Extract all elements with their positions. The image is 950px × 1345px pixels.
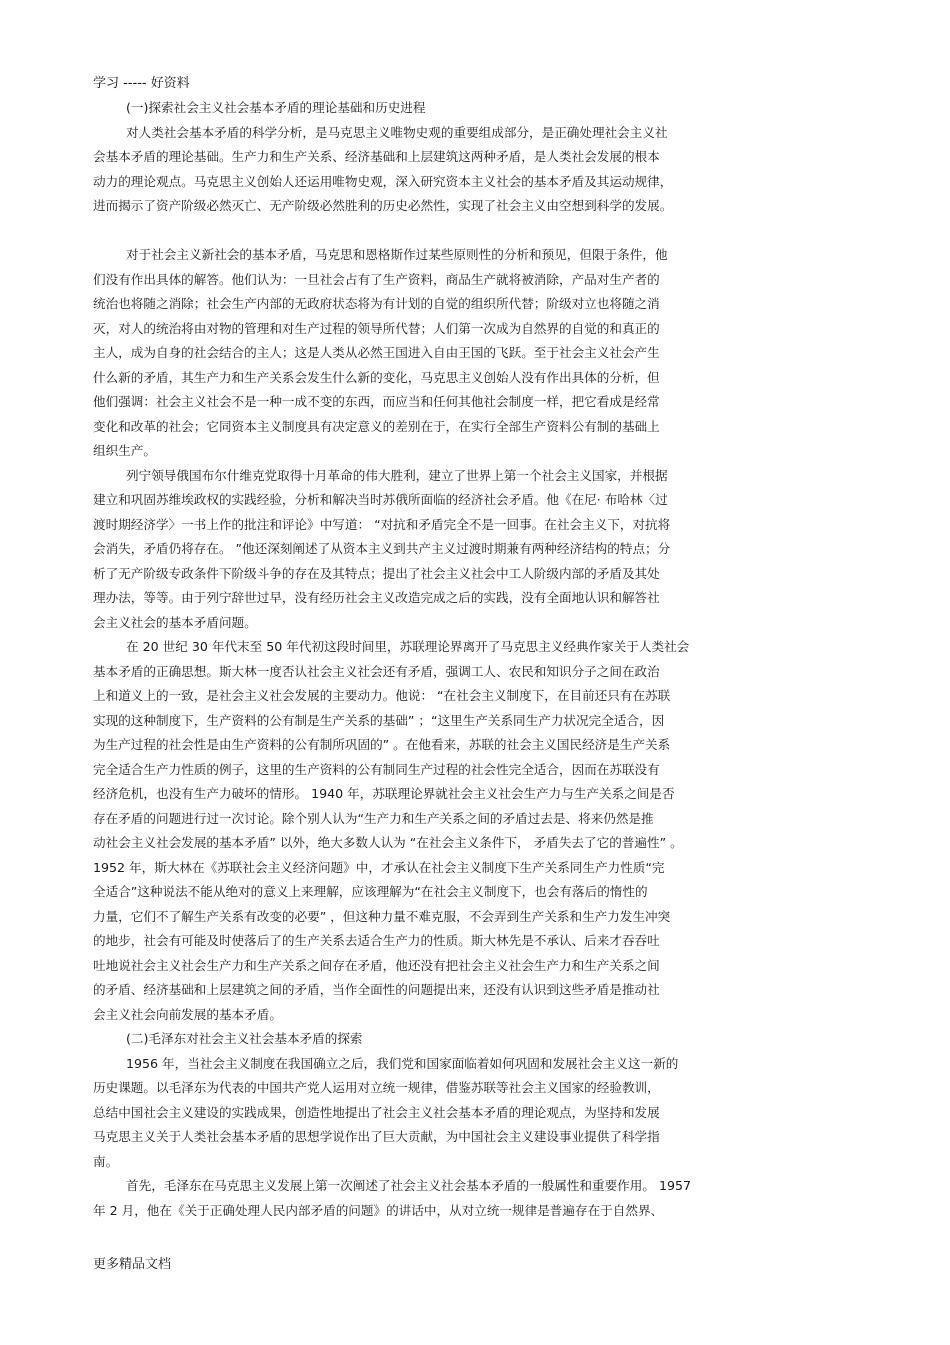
text-line: 组织生产。 — [93, 443, 156, 458]
text-line: 吐地说社会主义社会生产力和生产关系之间存在矛盾，他还没有把社会主义社会生产力和生产关系之间 — [93, 957, 660, 973]
text-line: 1952 年，斯大林在《苏联社会主义经济问题》中，才承认在社会主义制度下生产关系同生产力性质“完 — [93, 859, 665, 875]
text-line: 实现的这种制度下，生产资料的公有制是生产关系的基础” ；“这里生产关系同生产力状况完全适合，因 — [93, 712, 665, 728]
text-line: 在 20 世纪 30 年代末至 50 年代初这段时间里，苏联理论界离开了马克思主义经典作家关于人类社会 — [126, 639, 690, 654]
text-line: 进而揭示了资产阶级必然灭亡、无产阶级必然胜利的历史必然性，实现了社会主义由空想到科学的发展。 — [93, 198, 673, 213]
page-footer: 更多精品文档 — [93, 1257, 172, 1272]
text-line: 灭，对人的统治将由对物的管理和对生产过程的领导所代替；人们第一次成为自然界的自觉的和真正的 — [93, 320, 660, 336]
text-line: 动力的理论观点。马克思主义创始人还运用唯物史观，深入研究资本主义社会的基本矛盾及其运动规律， — [93, 173, 673, 189]
text-line: 变化和改革的社会；它同资本主义制度具有决定意义的差别在于，在实行全部生产资料公有制的基础上 — [93, 418, 660, 434]
text-line: 1956 年，当社会主义制度在我国确立之后，我们党和国家面临着如何巩固和发展社会主义这一新的 — [126, 1055, 679, 1071]
text-line: 会消失，矛盾仍将存在。 ”他还深刻阐述了从资本主义到共产主义过渡时期兼有两种经济结构的特点；分 — [93, 541, 671, 556]
text-line: 主人，成为自身的社会结合的主人；这是人类从必然王国进入自由王国的飞跃。至于社会主义社会产生 — [93, 345, 660, 360]
text-line: 年 2 月，他在《关于正确处理人民内部矛盾的问题》的讲话中，从对立统一规律是普遍存在于自然界、 — [93, 1202, 664, 1218]
text-line: 南。 — [93, 1153, 119, 1169]
text-line: 建立和巩固苏维埃政权的实践经验，分析和解决当时苏俄所面临的经济社会矛盾。他《在尼· 布哈林〈过 — [93, 492, 668, 507]
text-line: 为生产过程的社会性是由生产资料的公有制所巩固的” 。在他看来，苏联的社会主义国民经济是生产关系 — [93, 737, 671, 752]
text-line: 总结中国社会主义建设的实践成果，创造性地提出了社会主义社会基本矛盾的理论观点，为坚持和发展 — [93, 1104, 660, 1120]
document-body — [93, 96, 863, 1223]
text-line: 什么新的矛盾，其生产力和生产关系会发生什么新的变化，马克思主义创始人没有作出具体的分析，但 — [93, 369, 660, 385]
text-line: 渡时期经济学〉一书上作的批注和评论》中写道： “对抗和矛盾完全不是一回事。在社会主义下，对抗将 — [93, 516, 671, 532]
page-header: 学习 ----- 好资料 — [93, 76, 190, 91]
text-line: 的矛盾、经济基础和上层建筑之间的矛盾，当作全面性的问题提出来，还没有认识到这些矛盾是推动社 — [93, 982, 660, 997]
text-line: 的地步，社会有可能及时使落后了的生产关系去适合生产力的性质。斯大林先是不承认、后来才吞吞吐 — [93, 933, 660, 948]
text-line: 对人类社会基本矛盾的科学分析，是马克思主义唯物史观的重要组成部分，是正确处理社会主义社 — [126, 124, 668, 140]
text-line: 力量，它们不了解生产关系有改变的必要” ，但这种力量不难克服，不会弄到生产关系和生产力发生冲突 — [93, 908, 671, 924]
text-line: 基本矛盾的正确思想。斯大林一度否认社会主义社会还有矛盾，强调工人、农民和知识分子之间在政治 — [93, 663, 660, 679]
text-line: 动社会主义社会发展的基本矛盾” 以外，绝大多数人认为 “在社会主义条件下， 矛盾失去了它的普遍性” 。 — [93, 835, 683, 850]
text-line: 存在矛盾的问题进行过一次讨论。除个别人认为“生产力和生产关系之间的矛盾过去是、将来仍然是推 — [93, 810, 654, 826]
text-line: 经济危机，也没有生产力破坏的情形。 1940 年，苏联理论界就社会主义社会生产力与生产关系之间是否 — [93, 786, 675, 801]
paragraph-gap — [93, 219, 863, 244]
section-heading: (二)毛泽东对社会主义社会基本矛盾的探索 — [126, 1031, 363, 1046]
text-line: 全适合”这种说法不能从绝对的意义上来理解，应该理解为“在社会主义制度下，也会有落后的惰性的 — [93, 884, 648, 899]
text-line: 们没有作出具体的解答。他们认为：一旦社会占有了生产资料，商品生产就将被消除，产品对生产者的 — [93, 271, 660, 287]
text-line: 列宁领导俄国布尔什维克党取得十月革命的伟大胜利，建立了世界上第一个社会主义国家，并根据 — [126, 467, 668, 483]
text-line: 完全适合生产力性质的例子，这里的生产资料的公有制同生产过程的社会性完全适合，因而在苏联没有 — [93, 761, 660, 777]
text-line: 会基本矛盾的理论基础。生产力和生产关系、经济基础和上层建筑这两种矛盾，是人类社会发展的根本 — [93, 149, 660, 164]
text-line: 上和道义上的一致，是社会主义社会发展的主要动力。他说： “在社会主义制度下，在目前还只有在苏联 — [93, 688, 671, 703]
text-line: 理办法，等等。由于列宁辞世过早，没有经历社会主义改造完成之后的实践，没有全面地认识和解答社 — [93, 590, 660, 605]
text-line: 对于社会主义新社会的基本矛盾，马克思和恩格斯作过某些原则性的分析和预见，但限于条件，他 — [126, 247, 668, 262]
text-line: 会主义社会向前发展的基本矛盾。 — [93, 1006, 282, 1022]
text-line: 统治也将随之消除；社会生产内部的无政府状态将为有计划的自觉的组织所代替；阶级对立也将随之消 — [93, 296, 660, 311]
text-line: 历史课题。以毛泽东为代表的中国共产党人运用对立统一规律，借鉴苏联等社会主义国家的经验教训， — [93, 1080, 660, 1095]
text-line: 他们强调：社会主义社会不是一种一成不变的东西，而应当和任何其他社会制度一样，把它看成是经常 — [93, 394, 660, 409]
text-line: 首先，毛泽东在马克思主义发展上第一次阐述了社会主义社会基本矛盾的一般属性和重要作用。 1957 — [126, 1178, 691, 1193]
text-line: 马克思主义关于人类社会基本矛盾的思想学说作出了巨大贡献，为中国社会主义建设事业提供了科学指 — [93, 1129, 660, 1144]
text-line: 会主义社会的基本矛盾问题。 — [93, 614, 257, 630]
section-heading: (一)探索社会主义社会基本矛盾的理论基础和历史进程 — [126, 100, 426, 115]
text-line: 析了无产阶级专政条件下阶级斗争的存在及其特点；提出了社会主义社会中工人阶级内部的矛盾及其处 — [93, 565, 660, 581]
